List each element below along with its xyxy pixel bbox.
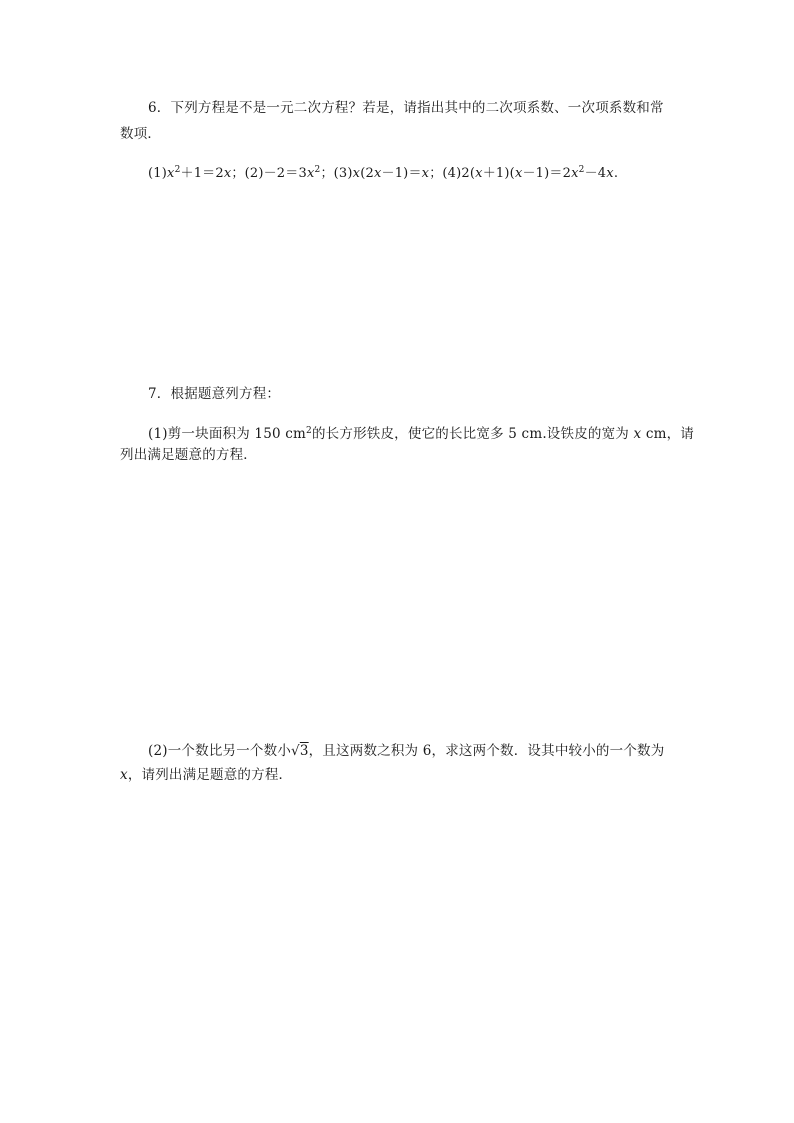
eq1-rest: ＋1＝2 <box>180 166 224 181</box>
eq1-var2: x <box>223 166 232 181</box>
eq3-e: x <box>421 166 430 181</box>
q7p2-rest: ，请列出满足题意的方程． <box>127 767 293 783</box>
eq3-label: (3) <box>333 166 353 181</box>
radical-sign: √ <box>291 743 300 759</box>
q7-part2-line-1 <box>148 741 664 761</box>
q7-title: 7．根据题意列方程： <box>148 386 281 402</box>
eq1-var: x <box>167 166 175 181</box>
eq2-exp: 2 <box>314 165 321 175</box>
eq1-label: (1) <box>148 166 168 181</box>
eq4-f: －4 <box>584 166 607 181</box>
radicand: 3 <box>299 743 309 759</box>
eq2-sep: ； <box>320 166 334 181</box>
eq3-sep: ； <box>429 166 443 181</box>
eq4-g: x <box>606 166 614 181</box>
eq1-exp: 2 <box>174 165 181 175</box>
q7p2-a: (2)一个数比另一个数小 <box>148 743 292 759</box>
q6-line-2: 数项． <box>120 126 162 142</box>
eq3-d: －1)＝ <box>381 166 422 181</box>
q6-equations <box>148 160 618 184</box>
eq4-a: x <box>475 166 483 181</box>
q7p1-var: x <box>633 426 642 442</box>
eq4-label: (4)2( <box>442 166 476 181</box>
eq2-text: (2)－2＝3 <box>244 166 307 181</box>
eq4-e: x <box>571 166 579 181</box>
eq3-a: x <box>352 166 361 181</box>
q7p2-var: x <box>120 767 128 783</box>
eq4-d: －1)＝2 <box>522 166 572 181</box>
eq3-b: (2 <box>360 166 374 181</box>
q7p1-exp: 2 <box>306 426 312 436</box>
eq4-c: x <box>514 166 523 181</box>
eq4-end: . <box>613 166 619 181</box>
q7p1-a: (1)剪一块面积为 150 cm <box>148 426 307 442</box>
q7-part1-line-1 <box>148 421 694 444</box>
q7-part1-line-2: 列出满足题意的方程． <box>120 447 257 463</box>
q7-part2-line-2 <box>120 765 292 785</box>
q7p1-b: 的长方形铁皮，使它的长比宽多 5 cm.设铁皮的宽为 <box>311 426 634 442</box>
eq4-exp: 2 <box>578 165 585 175</box>
q6-line-1: 6．下列方程是不是一元二次方程？若是，请指出其中的二次项系数、一次项系数和常 <box>148 100 664 116</box>
eq2-var: x <box>306 166 315 181</box>
q7p2-b: ，且这两数之积为 6，求这两个数．设其中较小的一个数为 <box>308 743 665 759</box>
q7p1-c: cm，请 <box>641 426 694 442</box>
eq3-c: x <box>373 166 382 181</box>
eq1-sep: ； <box>231 166 245 181</box>
eq4-b: ＋1)( <box>482 166 515 181</box>
